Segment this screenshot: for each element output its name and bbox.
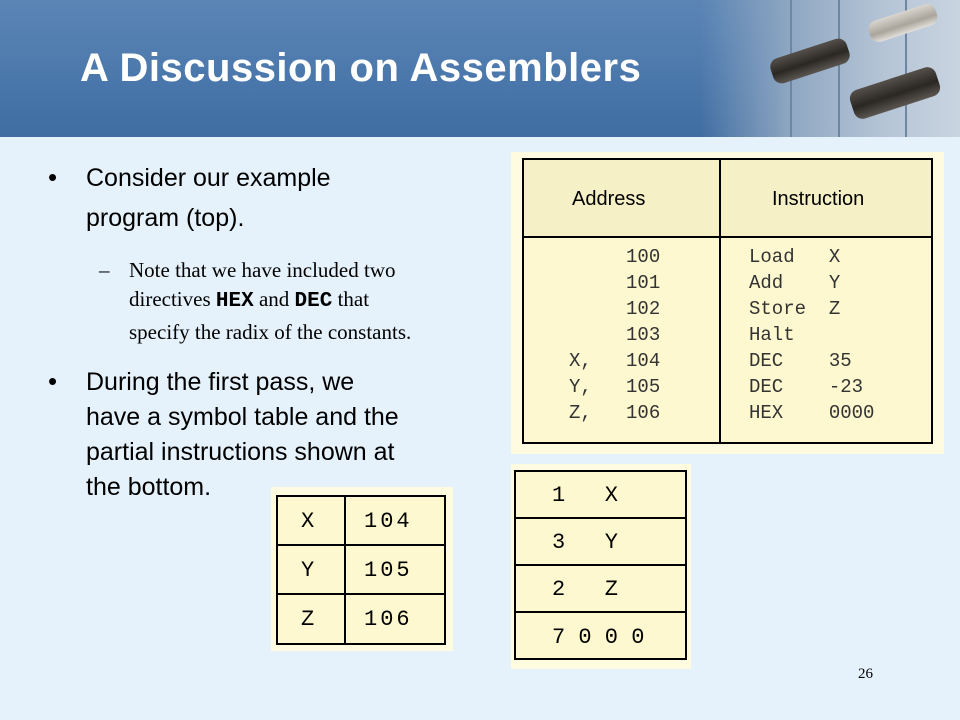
symbol-cell: Y [301, 558, 318, 583]
row-divider [516, 611, 685, 613]
dec-directive: DEC [294, 290, 333, 313]
column-divider [344, 497, 346, 643]
bullet-marker: • [48, 366, 58, 396]
address-cell: 101 [569, 272, 661, 294]
instruction-header: Instruction [772, 188, 865, 210]
sub-bullet-line-3: specify the radix of the constants. [129, 320, 412, 344]
address-cell: Y, 105 [569, 376, 661, 398]
address-cell: 102 [569, 298, 661, 320]
row-divider [516, 564, 685, 566]
address-cell: 103 [569, 324, 661, 346]
sub-bullet-marker: – [99, 258, 110, 282]
address-cell: 100 [569, 246, 661, 268]
address-cell: Z, 106 [569, 402, 661, 424]
bullet-2-line-3: partial instructions shown at [86, 438, 395, 466]
instruction-cell: Load X [749, 246, 841, 268]
instruction-cell: Store Z [749, 298, 841, 320]
bullet-marker: • [48, 162, 58, 192]
bullet-1-line-2: program (top). [86, 204, 245, 232]
header-wire [838, 0, 840, 137]
symbol-table-grid [276, 495, 446, 645]
sub-bullet-line-1: Note that we have included two [129, 258, 396, 282]
instruction-cell: Add Y [749, 272, 841, 294]
instruction-cell: HEX 0000 [749, 402, 875, 424]
page-number: 26 [858, 666, 873, 682]
row-divider [278, 593, 444, 595]
program-table [511, 152, 944, 454]
column-divider [719, 160, 721, 442]
address-header: Address [572, 188, 646, 210]
row-divider [278, 544, 444, 546]
instruction-cell: DEC 35 [749, 350, 852, 372]
sub-bullet-line-2 [129, 284, 369, 317]
symbol-address-cell: 106 [364, 607, 413, 632]
bullet-2-line-4: the bottom. [86, 473, 212, 501]
symbol-table [271, 487, 453, 651]
title-banner [0, 0, 960, 137]
row-divider [516, 517, 685, 519]
sub-text-segment: directives [129, 287, 216, 311]
instruction-cell: Halt [749, 324, 795, 346]
bullet-2-line-2: have a symbol table and the [86, 403, 399, 431]
sub-text-segment: that [332, 287, 370, 311]
program-table-frame [522, 158, 933, 444]
partial-instruction-cell: 7 0 0 0 [552, 625, 645, 650]
symbol-address-cell: 105 [364, 558, 413, 583]
symbol-address-cell: 104 [364, 509, 413, 534]
sub-text-segment: and [253, 287, 295, 311]
bullet-1-line-1: Consider our example [86, 164, 331, 192]
partial-instructions-grid [514, 470, 687, 660]
symbol-cell: Z [301, 607, 318, 632]
slide-title: A Discussion on Assemblers [80, 46, 642, 90]
hex-directive: HEX [215, 290, 254, 313]
partial-instruction-cell: 3 Y [552, 530, 619, 555]
partial-instructions-table [511, 464, 691, 669]
instruction-cell: DEC -23 [749, 376, 864, 398]
bullet-2-line-1: During the first pass, we [86, 368, 355, 396]
symbol-cell: X [301, 509, 318, 534]
partial-instruction-cell: 1 X [552, 483, 619, 508]
address-cell: X, 104 [569, 350, 661, 372]
partial-instruction-cell: 2 Z [552, 577, 619, 602]
